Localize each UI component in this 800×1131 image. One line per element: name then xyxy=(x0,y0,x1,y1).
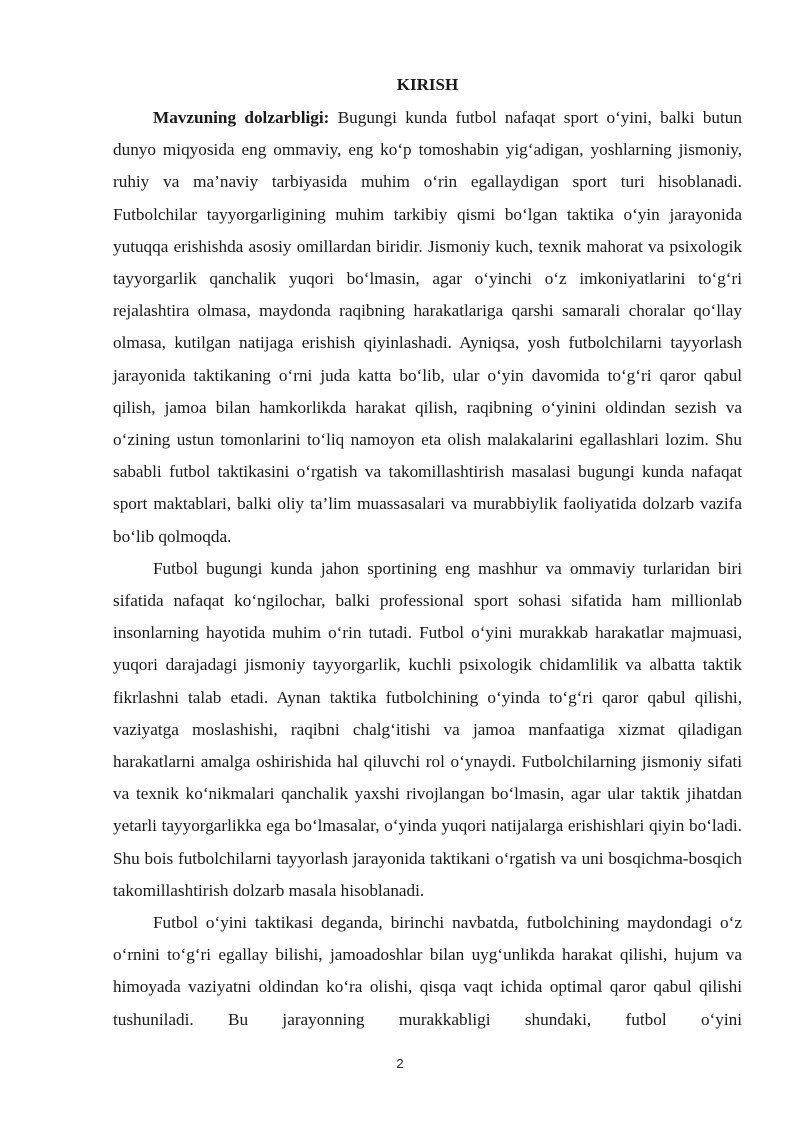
paragraph-text: Bugungi kunda futbol nafaqat sport o‘yini, balki butun dunyo miqyosida eng ommaviy, eng ko‘p tomoshabin yig‘adigan, yoshlarning jismoniy, ruhiy va ma’naviy tarbiyasida muhim o‘rin egallaydigan sport turi hisoblanadi. Futbolchilar tayyorgarligining muhim tarkibiy qismi bo‘lgan taktika o‘yin jarayonida yutuqqa erishishda asosiy omillardan biridir. Jismoniy kuch, texnik mahorat va psixologik tayyorgarlik qanchalik yuqori bo‘lmasin, agar o‘yinchi o‘z imkoniyatlarini to‘g‘ri rejalashtira olmasa, maydonda raqibning harakatlariga qarshi samarali choralar qo‘llay olmasa, kutilgan natijaga erishish qiyinlashadi. Ayniqsa, yosh futbolchilarni tayyorlash jarayonida taktikaning o‘rni juda katta bo‘lib, ular o‘yin davomida to‘g‘ri qaror qabul qilish, jamoa bilan hamkorlikda harakat qilish, raqibning o‘yinini oldindan sezish va o‘zining ustun tomonlarini to‘liq namoyon eta olish malakalarini egallashlari lozim. Shu sababli futbol taktikasini o‘rgatish va takomillashtirish masalasi bugungi kunda nafaqat sport maktablari, balki oliy ta’lim muassasalari va murabbiylik faoliyatida dolzarb vazifa bo‘lib qolmoqda. xyxy=(113,108,742,546)
page-number: 2 xyxy=(396,1056,404,1071)
paragraph-text: Futbol bugungi kunda jahon sportining eng mashhur va ommaviy turlaridan biri sifatida nafaqat ko‘ngilochar, balki professional sport sohasi sifatida ham millionlab insonlarning hayotida muhim o‘rin tutadi. Futbol o‘yini murakkab harakatlar majmuasi, yuqori darajadagi jismoniy tayyorgarlik, kuchli psixologik chidamlilik va albatta taktik fikrlashni talab etadi. Aynan taktika futbolchining o‘yinda to‘g‘ri qaror qabul qilishi, vaziyatga moslashishi, raqibni chalg‘itishi va jamoa manfaatiga xizmat qiladigan harakatlarni amalga oshirishida hal qiluvchi rol o‘ynaydi. Futbolchilarning jismoniy sifati va texnik ko‘nikmalari qanchalik yaxshi rivojlangan bo‘lmasin, agar ular taktik jihatdan yetarli tayyorgarlikka ega bo‘lmasalar, o‘yinda yuqori natijalarga erishishlari qiyin bo‘ladi. Shu bois futbolchilarni tayyorlash jarayonida taktikani o‘rgatish va uni bosqichma-bosqich takomillashtirish dolzarb masala hisoblanadi. xyxy=(113,558,742,900)
paragraph-lead: Mavzuning dolzarbligi: xyxy=(153,108,330,127)
paragraph-tactics-definition xyxy=(113,907,742,1036)
paragraph-text: Futbol o‘yini taktikasi deganda, birinchi navbatda, futbolchining maydondagi o‘z o‘rnini to‘g‘ri egallay bilishi, jamoadoshlar bilan uyg‘unlikda harakat qilishi, hujum va himoyada vaziyatni oldindan ko‘ra olishi, qisqa vaqt ichida optimal qaror qabul qilishi tushuniladi. Bu jarayonning murakkabligi shundaki, futbol o‘yini xyxy=(113,913,742,1029)
document-title: KIRISH xyxy=(396,75,459,94)
document-page xyxy=(113,70,742,1036)
paragraph-football-overview xyxy=(113,553,742,907)
paragraph-relevance xyxy=(113,102,742,553)
